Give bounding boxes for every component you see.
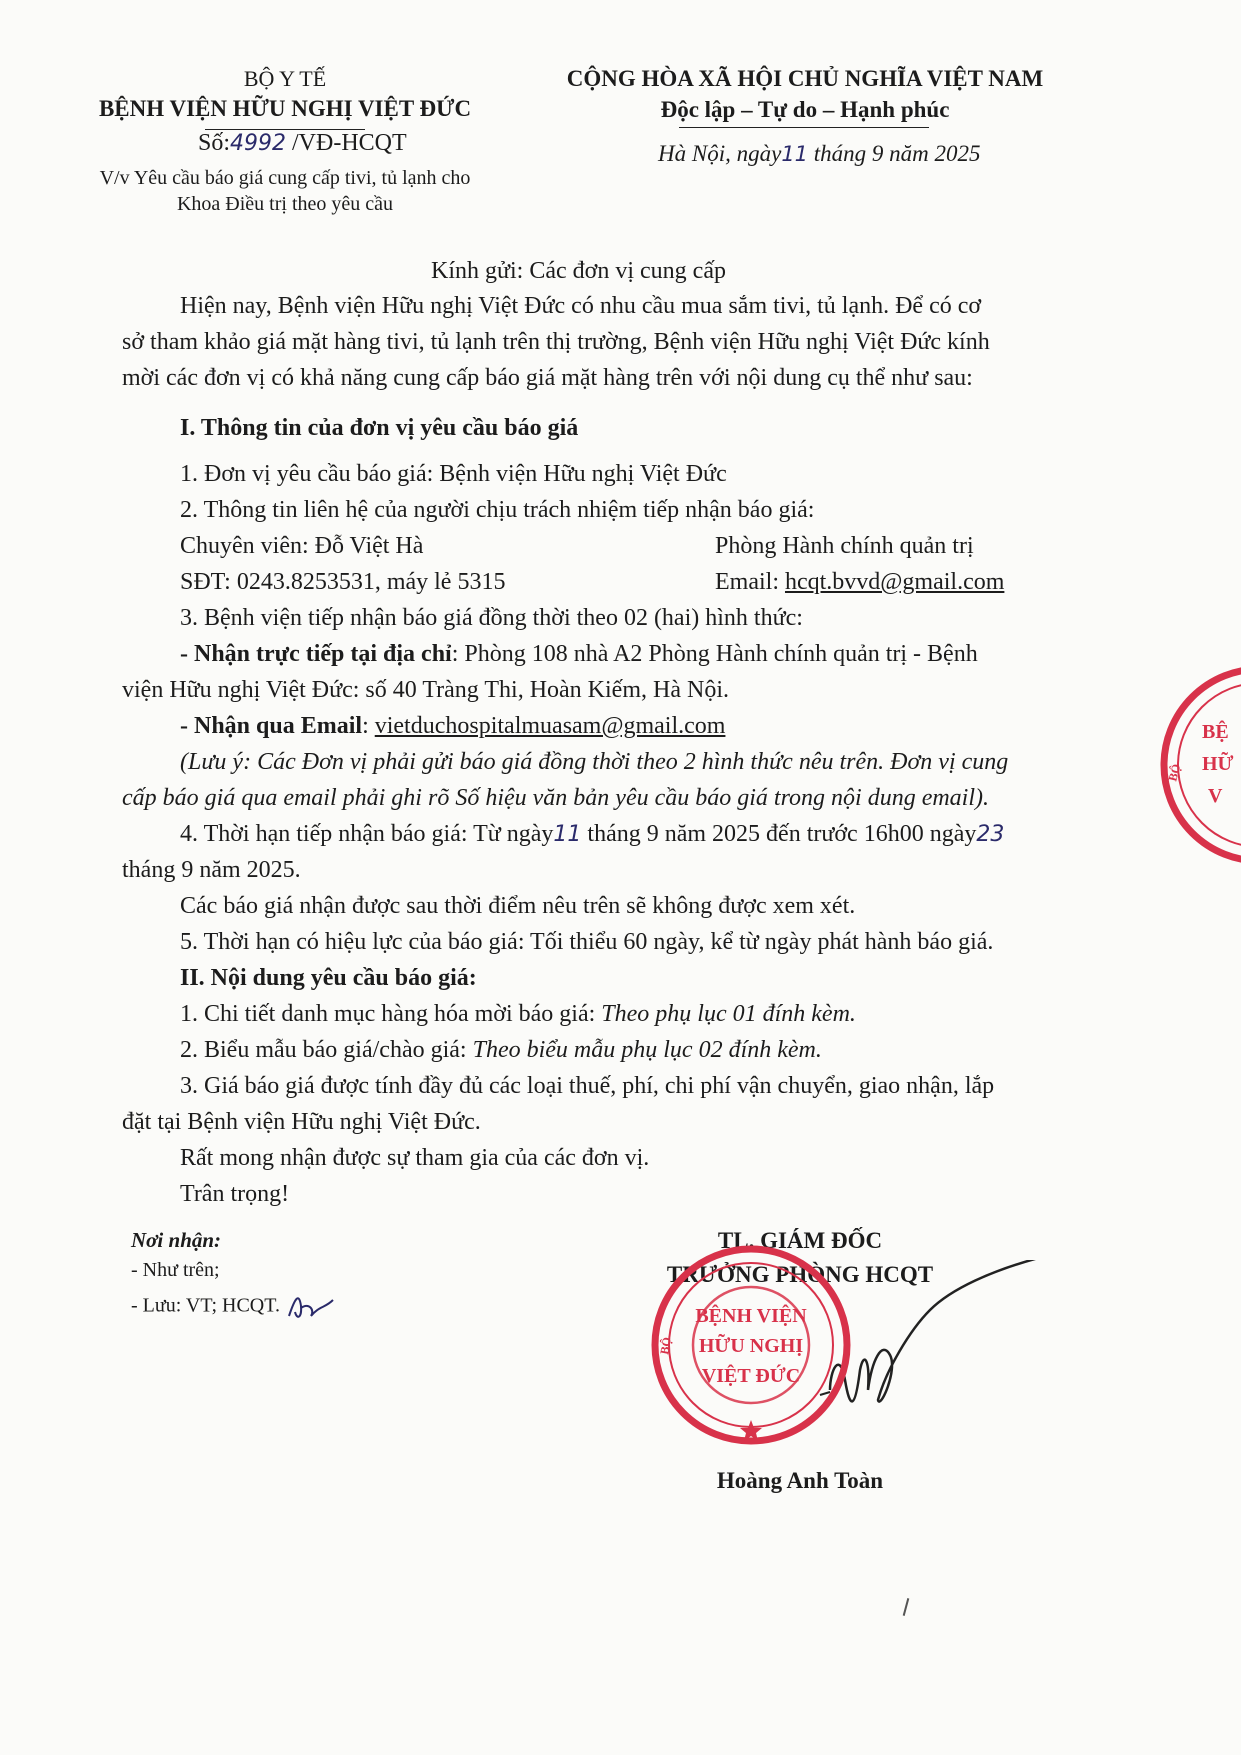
handwritten-day: 11 bbox=[781, 142, 809, 166]
contact-email bbox=[715, 569, 1004, 596]
issue-date bbox=[658, 141, 981, 167]
email-delivery-colon: : bbox=[362, 713, 375, 739]
s2-item-1-italic: Theo phụ lục 01 đính kèm. bbox=[601, 1001, 856, 1027]
contact-phone: SĐT: 0243.8253531, máy lẻ 5315 bbox=[180, 569, 506, 595]
signer-title-2: TRƯỞNG PHÒNG HCQT bbox=[666, 1262, 934, 1287]
national-motto: Độc lập – Tự do – Hạnh phúc bbox=[660, 97, 950, 122]
direct-delivery-line-2: viện Hữu nghị Việt Đức: số 40 Tràng Thi, Hoàn Kiếm, Hà Nội. bbox=[122, 677, 729, 703]
item-4-text-a: 4. Thời hạn tiếp nhận báo giá: Từ ngày bbox=[180, 821, 554, 847]
section-1-title: I. Thông tin của đơn vị yêu cầu báo giá bbox=[180, 415, 579, 441]
signer-name: Hoàng Anh Toàn bbox=[716, 1468, 884, 1493]
s2-item-2-italic: Theo biểu mẫu phụ lục 02 đính kèm. bbox=[472, 1037, 822, 1063]
motto-underline bbox=[679, 127, 929, 128]
email-delivery-label: - Nhận qua Email bbox=[180, 713, 363, 739]
edge-seal-line-1: BỆ bbox=[1202, 721, 1229, 743]
date-suffix: tháng 9 năm 2025 bbox=[808, 141, 981, 166]
edge-seal-line-3: V bbox=[1208, 785, 1223, 807]
section-2-item-2 bbox=[180, 1037, 822, 1064]
section-1-item-3: 3. Bệnh viện tiếp nhận báo giá đồng thời theo 02 (hai) hình thức: bbox=[180, 605, 803, 631]
ministry-name: BỘ Y TẾ bbox=[243, 66, 327, 91]
section-1-item-1: 1. Đơn vị yêu cầu báo giá: Bệnh viện Hữu nghị Việt Đức bbox=[180, 461, 727, 487]
email-delivery-link[interactable]: vietduchospitalmuasam@gmail.com bbox=[374, 713, 726, 739]
republic-title: CỘNG HÒA XÃ HỘI CHỦ NGHĨA VIỆT NAM bbox=[566, 66, 1044, 91]
section-2-item-1 bbox=[180, 1001, 856, 1028]
number-prefix: Số: bbox=[198, 130, 231, 156]
intro-line-3: mời các đơn vị có khả năng cung cấp báo giá mặt hàng trên với nội dung cụ thể như sau: bbox=[122, 365, 973, 391]
item-4-text-b: tháng 9 năm 2025 đến trước 16h00 ngày bbox=[581, 821, 977, 847]
seal-line-1: BỆNH VIỆN bbox=[695, 1305, 807, 1327]
s2-item-2-text: 2. Biểu mẫu báo giá/chào giá: bbox=[180, 1037, 473, 1063]
seal-side-text: BỘ bbox=[657, 1336, 674, 1356]
email-delivery bbox=[180, 713, 725, 740]
intro-line-2: sở tham khảo giá mặt hàng tivi, tủ lạnh trên thị trường, Bệnh viện Hữu nghị Việt Đức kính bbox=[122, 329, 990, 355]
hospital-name: BỆNH VIỆN HỮU NGHỊ VIỆT ĐỨC bbox=[98, 96, 472, 121]
closing-line-2: Trân trọng! bbox=[180, 1181, 290, 1207]
signer-title-1: TL. GIÁM ĐỐC bbox=[717, 1228, 883, 1253]
number-suffix: /VĐ-HCQT bbox=[286, 130, 407, 156]
intro-line-1: Hiện nay, Bệnh viện Hữu nghị Việt Đức có nhu cầu mua sắm tivi, tủ lạnh. Để có cơ bbox=[180, 293, 982, 319]
note-line-1: (Lưu ý: Các Đơn vị phải gửi báo giá đồng thời theo 2 hình thức nêu trên. Đơn vị cung bbox=[180, 749, 1009, 775]
closing-line-1: Rất mong nhận được sự tham gia của các đơn vị. bbox=[180, 1145, 650, 1171]
late-note: Các báo giá nhận được sau thời điểm nêu trên sẽ không được xem xét. bbox=[180, 893, 856, 919]
edge-seal-side-text: BỘ bbox=[1165, 762, 1184, 783]
document-number bbox=[198, 130, 407, 157]
section-1-item-2: 2. Thông tin liên hệ của người chịu trách nhiệm tiếp nhận báo giá: bbox=[180, 497, 815, 523]
direct-delivery-text: : Phòng 108 nhà A2 Phòng Hành chính quản trị - Bệnh bbox=[451, 641, 978, 667]
section-2-title: II. Nội dung yêu cầu báo giá: bbox=[180, 965, 477, 991]
note-line-2: cấp báo giá qua email phải ghi rõ Số hiệu văn bản yêu cầu báo giá trong nội dung email). bbox=[122, 785, 990, 811]
section-2-item-3-line-2: đặt tại Bệnh viện Hữu nghị Việt Đức. bbox=[122, 1109, 481, 1135]
edge-seal-line-2: HỮ bbox=[1202, 753, 1234, 775]
contact-name: Chuyên viên: Đỗ Việt Hà bbox=[180, 533, 424, 559]
contact-department: Phòng Hành chính quản trị bbox=[715, 533, 974, 559]
recipient-1: - Như trên; bbox=[131, 1259, 220, 1281]
section-1-item-4-cont: tháng 9 năm 2025. bbox=[122, 857, 301, 883]
s2-item-1-text: 1. Chi tiết danh mục hàng hóa mời báo giá: bbox=[180, 1001, 602, 1027]
initials-scribble-icon bbox=[285, 1290, 337, 1324]
page-edge-seal-icon bbox=[1150, 660, 1241, 870]
contact-email-label: Email: bbox=[715, 569, 785, 595]
scan-mark bbox=[903, 1598, 910, 1616]
direct-delivery-label: - Nhận trực tiếp tại địa chỉ bbox=[180, 641, 452, 667]
date-prefix: Hà Nội, ngày bbox=[658, 141, 782, 166]
handwritten-end-day: 23 bbox=[976, 822, 1005, 847]
recipient-2-text: - Lưu: VT; HCQT. bbox=[131, 1294, 280, 1317]
handwritten-number: 4992 bbox=[230, 131, 287, 156]
section-1-item-4 bbox=[180, 821, 1004, 848]
subject-line-1: V/v Yêu cầu báo giá cung cấp tivi, tủ lạnh cho bbox=[99, 167, 471, 189]
section-1-item-5: 5. Thời hạn có hiệu lực của báo giá: Tối thiểu 60 ngày, kể từ ngày phát hành báo giá. bbox=[180, 929, 994, 955]
official-seal-icon bbox=[646, 1240, 856, 1450]
seal-line-3: VIỆT ĐỨC bbox=[701, 1365, 801, 1387]
greeting: Kính gửi: Các đơn vị cung cấp bbox=[431, 258, 726, 284]
contact-email-link[interactable]: hcqt.bvvd@gmail.com bbox=[784, 569, 1005, 595]
subject-line-2: Khoa Điều trị theo yêu cầu bbox=[176, 193, 394, 215]
handwritten-start-day: 11 bbox=[553, 822, 582, 847]
seal-line-2: HỮU NGHỊ bbox=[698, 1335, 804, 1357]
recipient-2 bbox=[131, 1290, 337, 1324]
direct-delivery-line-1 bbox=[180, 641, 978, 668]
section-2-item-3-line-1: 3. Giá báo giá được tính đầy đủ các loại thuế, phí, chi phí vận chuyển, giao nhận, lắp bbox=[180, 1073, 995, 1099]
recipients-title: Nơi nhận: bbox=[131, 1228, 222, 1252]
